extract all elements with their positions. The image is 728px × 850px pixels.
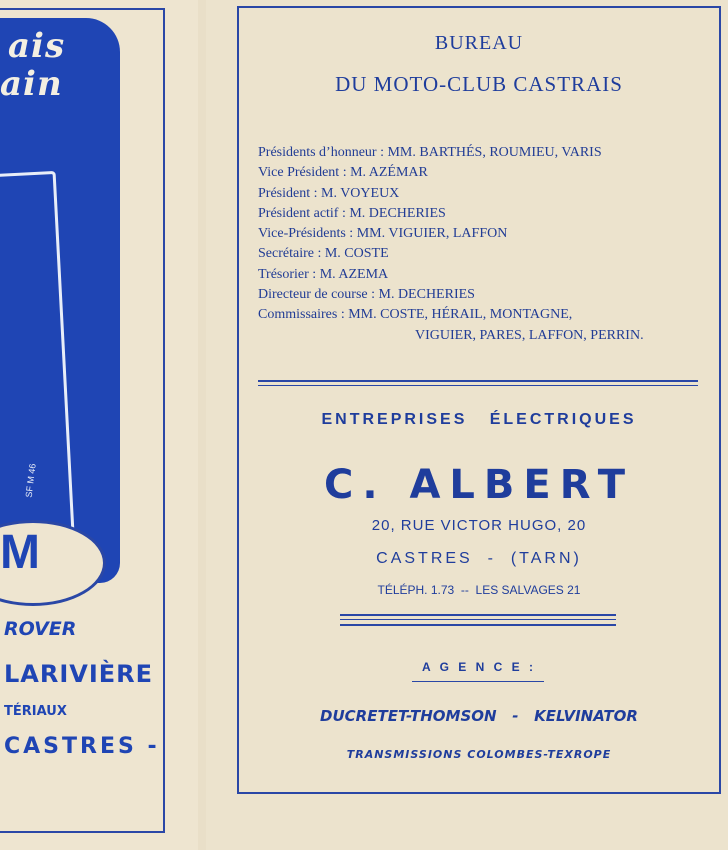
castres-text: CASTRES - xyxy=(4,734,160,759)
lariviere-text: LARIVIÈRE xyxy=(4,660,154,688)
fridge-model-code: SF M 46 xyxy=(23,463,38,499)
script-heading-line1: ais xyxy=(8,26,66,66)
committee-list xyxy=(258,143,708,346)
page-border xyxy=(237,6,721,794)
bureau-title: BUREAU xyxy=(434,32,524,54)
brands-line: DUCRETET-THOMSON - KELVINATOR xyxy=(320,707,638,725)
company-phone: TÉLÉPH. 1.73 -- LES SALVAGES 21 xyxy=(377,583,581,597)
committee-line: Présidents d’honneur : MM. BARTHÉS, ROUMIEU, VARIS xyxy=(258,145,602,160)
ad-heading: ENTREPRISES ÉLECTRIQUES xyxy=(321,411,637,428)
company-city: CASTRES - (TARN) xyxy=(376,550,582,567)
bureau-subtitle: DU MOTO-CLUB CASTRAIS xyxy=(335,72,623,96)
blue-advertisement xyxy=(0,18,120,583)
divider-line xyxy=(340,624,616,626)
transmissions-line: TRANSMISSIONS COLOMBES-TEXROPE xyxy=(346,748,612,761)
committee-line: Président actif : M. DECHERIES xyxy=(258,205,446,221)
committee-line: Trésorier : M. AZEMA xyxy=(258,266,389,282)
committee-line: Directeur de course : M. DECHERIES xyxy=(258,287,475,303)
materiaux-text: TÉRIAUX xyxy=(4,704,67,719)
script-heading-line2: ain xyxy=(0,64,63,104)
divider-line xyxy=(258,380,698,382)
agence-underline xyxy=(412,681,544,682)
divider-line xyxy=(340,614,616,616)
committee-line: VIGUIER, PARES, LAFFON, PERRIN. xyxy=(415,327,644,343)
committee-line: Vice-Présidents : MM. VIGUIER, LAFFON xyxy=(258,226,508,242)
left-page xyxy=(0,0,198,850)
committee-line: Commissaires : MM. COSTE, HÉRAIL, MONTAGNE, xyxy=(258,307,573,323)
committee-line: Vice Président : M. AZÉMAR xyxy=(258,165,428,181)
agence-label: A G E N C E : xyxy=(422,660,536,674)
company-address: 20, RUE VICTOR HUGO, 20 xyxy=(371,517,587,534)
brand-oval-letter: M xyxy=(0,526,40,579)
refrigerator-illustration xyxy=(0,171,74,536)
company-name: C. ALBERT xyxy=(323,462,635,508)
committee-line: Secrétaire : M. COSTE xyxy=(258,246,389,262)
rover-text: ROVER xyxy=(4,618,77,640)
divider-line xyxy=(258,385,698,386)
divider-line xyxy=(340,619,616,620)
committee-line: Président : M. VOYEUX xyxy=(258,185,400,201)
